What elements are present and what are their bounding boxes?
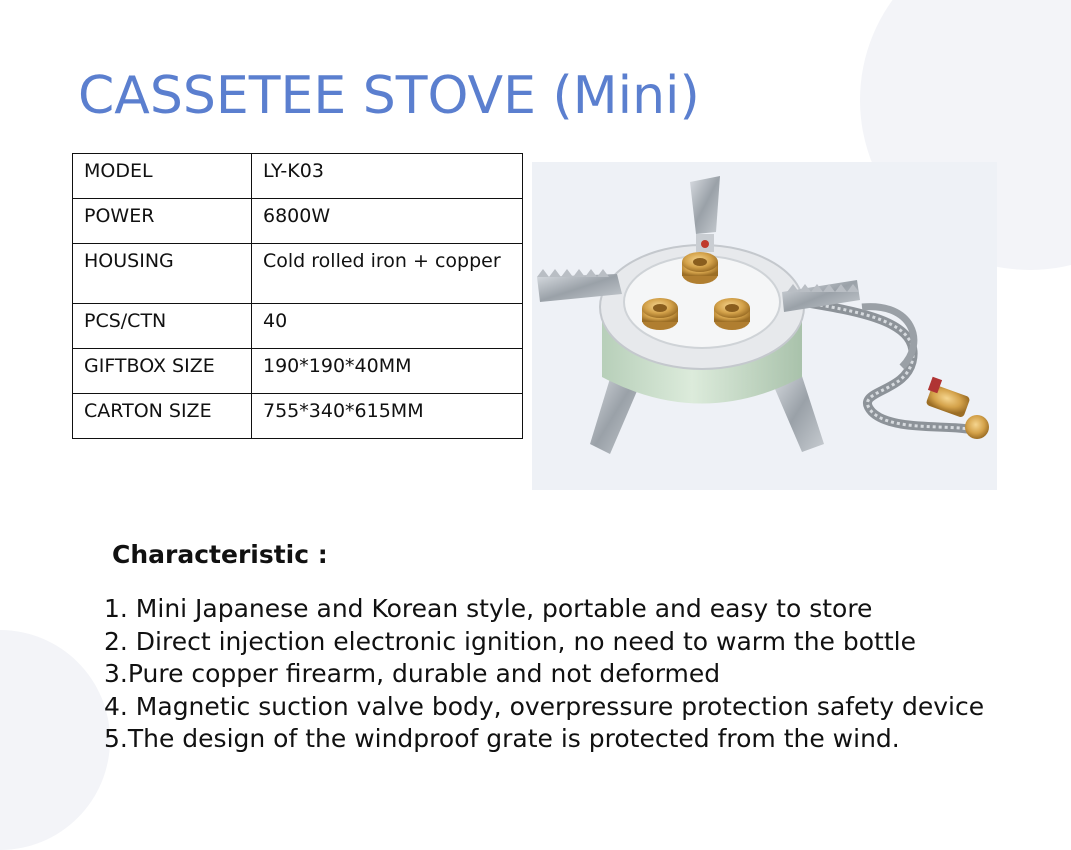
- list-item: 2. Direct injection electronic ignition, no need to warm the bottle: [104, 626, 916, 656]
- spec-label: PCS/CTN: [73, 304, 252, 349]
- product-photo: [532, 162, 997, 490]
- spec-value: 755*340*615MM: [252, 394, 523, 439]
- table-row: [73, 154, 523, 199]
- burner: [714, 298, 750, 330]
- table-row: [73, 199, 523, 244]
- table-row: [73, 304, 523, 349]
- burner: [682, 252, 718, 284]
- page-title: CASSETEE STOVE (Mini): [78, 66, 700, 126]
- list-item: 1. Mini Japanese and Korean style, portable and easy to store: [104, 594, 873, 623]
- table-row: [73, 349, 523, 394]
- characteristic-heading: Characteristic :: [112, 540, 328, 569]
- spec-value: 190*190*40MM: [252, 349, 523, 394]
- table-row: [73, 394, 523, 439]
- spec-label: MODEL: [73, 154, 252, 199]
- list-item: 3.Pure copper firearm, durable and not deformed: [104, 659, 721, 688]
- spec-label: CARTON SIZE: [73, 394, 252, 439]
- spec-value: Cold rolled iron + copper: [252, 244, 523, 304]
- spec-table: [72, 153, 523, 439]
- characteristic-list: [104, 593, 984, 756]
- burner: [642, 298, 678, 330]
- spec-value: 6800W: [252, 199, 523, 244]
- stove-illustration: [532, 162, 997, 490]
- spec-label: HOUSING: [73, 244, 252, 304]
- spec-label: GIFTBOX SIZE: [73, 349, 252, 394]
- decorative-circle: [0, 630, 110, 850]
- list-item: 5.The design of the windproof grate is protected from the wind.: [104, 724, 900, 753]
- spec-label: POWER: [73, 199, 252, 244]
- spec-value: LY-K03: [252, 154, 523, 199]
- list-item: 4. Magnetic suction valve body, overpressure protection safety device: [104, 691, 985, 721]
- table-row: [73, 244, 523, 304]
- spec-value: 40: [252, 304, 523, 349]
